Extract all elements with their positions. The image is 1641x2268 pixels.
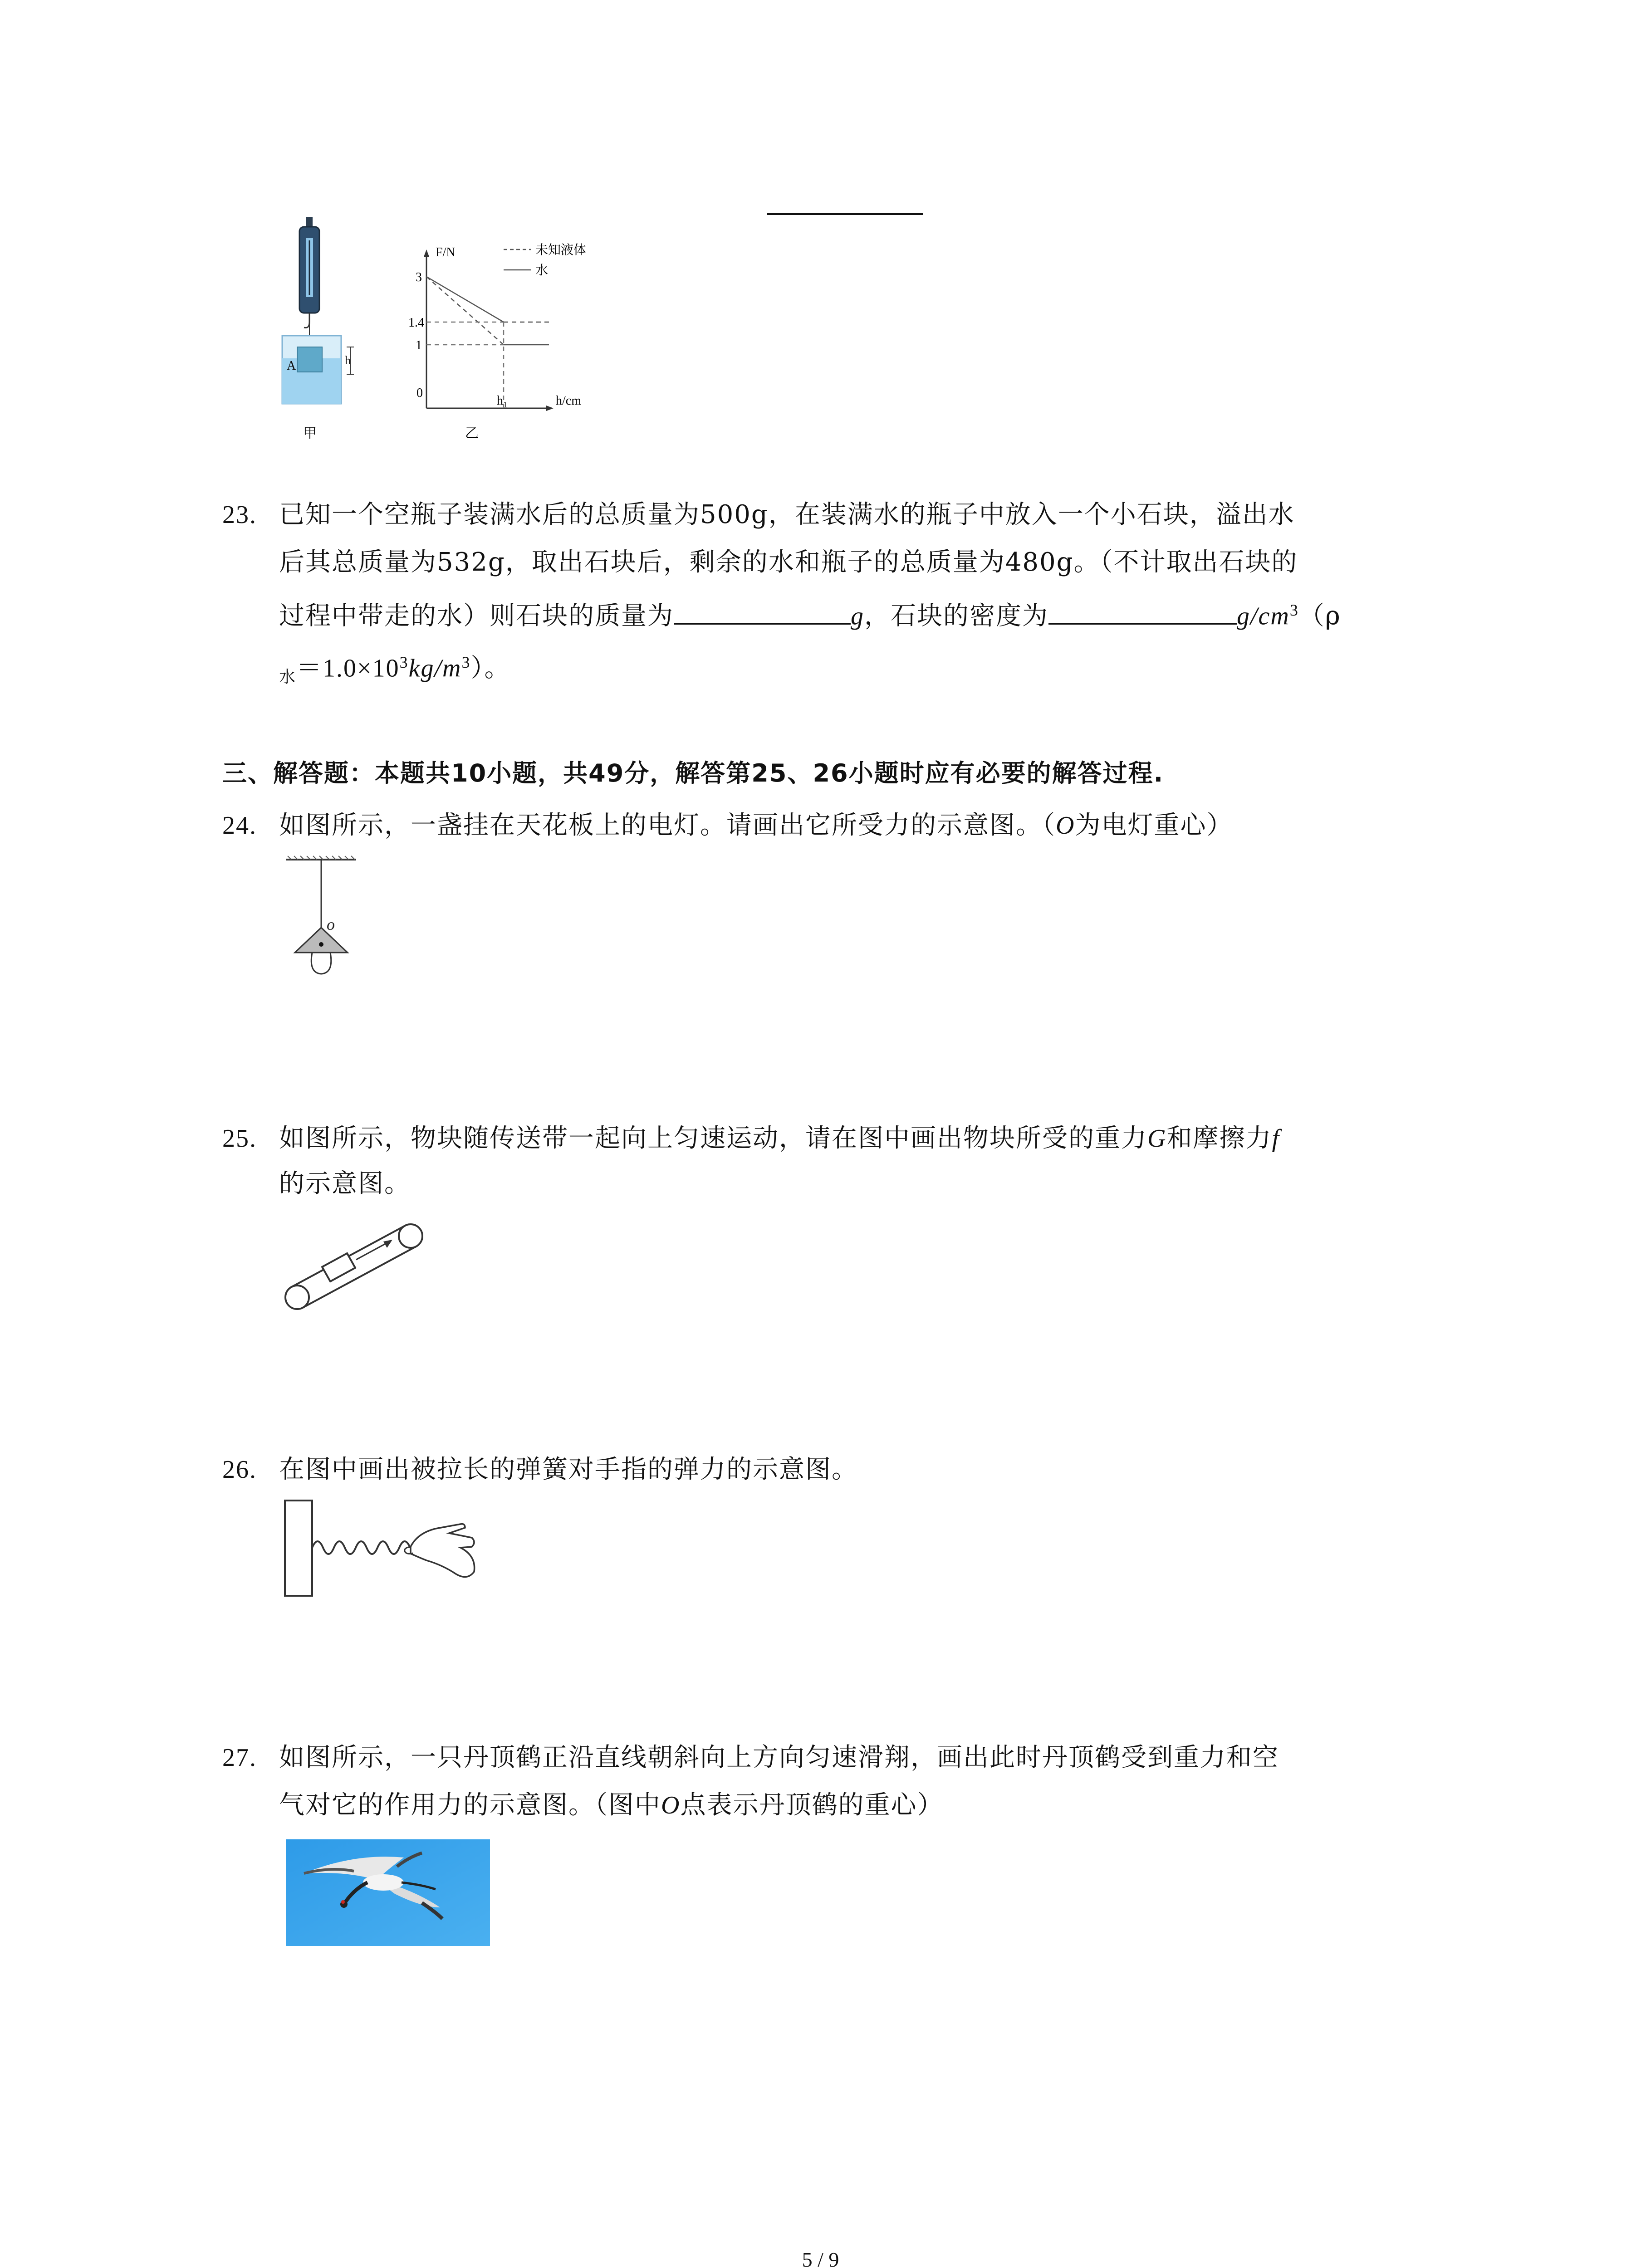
q23-number: 23. bbox=[222, 501, 257, 529]
y-tick-1-4: 1.4 bbox=[408, 316, 424, 330]
q27-crane-photo bbox=[286, 1839, 490, 1946]
q23-line3: 过程中带走的水）则石块的质量为 g，石块的密度为 $g/cm^3(\rho$ bbox=[279, 592, 1341, 635]
q23-line1: 已知一个空瓶子装满水后的总质量为500g，在装满水的瓶子中放入一个小石块，溢出水 bbox=[279, 500, 1295, 529]
q26-text: 在图中画出被拉长的弹簧对手指的弹力的示意图。 bbox=[279, 1455, 858, 1484]
q23-blank-density[interactable] bbox=[1048, 597, 1237, 625]
x-axis-label: h/cm bbox=[556, 394, 581, 408]
svg-text:o: o bbox=[327, 915, 335, 934]
spring-scale-beaker-diagram bbox=[272, 213, 367, 449]
q27-number: 27. bbox=[222, 1744, 257, 1772]
figure-jia bbox=[272, 213, 367, 449]
origin-label: 0 bbox=[416, 386, 423, 400]
label-a: A bbox=[287, 359, 296, 373]
q23-line2: 后其总质量为532g，取出石块后，剩余的水和瓶子的总质量为480g。（不计取出石块的 bbox=[279, 547, 1298, 577]
label-h: h bbox=[345, 354, 351, 367]
q25-line2: 的示意图。 bbox=[279, 1169, 411, 1198]
force-depth-graph bbox=[399, 236, 617, 449]
q25-line1: 如图所示，物块随传送带一起向上匀速运动，请在图中画出物块所受的重力G和摩擦力f bbox=[279, 1124, 1280, 1153]
previous-answer-blank bbox=[767, 213, 923, 215]
page-number: 5 / 9 bbox=[802, 2248, 839, 2268]
q26-number: 26. bbox=[222, 1456, 257, 1484]
q25-number: 25. bbox=[222, 1124, 257, 1153]
x-tick-h1: $h_1$ bbox=[497, 394, 507, 409]
y-tick-3: 3 bbox=[416, 270, 422, 284]
q27-line2: 气对它的作用力的示意图。（图中O点表示丹顶鹤的重心） bbox=[279, 1790, 944, 1820]
q27-line1: 如图所示，一只丹顶鹤正沿直线朝斜向上方向匀速滑翔，画出此时丹顶鹤受到重力和空 bbox=[279, 1743, 1279, 1772]
hanging-lamp-diagram bbox=[281, 855, 363, 982]
figure-yi bbox=[399, 236, 617, 449]
q26-spring-figure bbox=[281, 1497, 481, 1601]
conveyor-belt-diagram bbox=[279, 1209, 429, 1318]
section-3-heading: 三、解答题：本题共10小题，共49分，解答第25、26小题时应有必要的解答过程. bbox=[222, 759, 1164, 787]
q25-conveyor-figure bbox=[279, 1209, 429, 1318]
q24-text: 如图所示，一盏挂在天花板上的电灯。请画出它所受力的示意图。（O为电灯重心） bbox=[279, 811, 1233, 840]
caption-jia: 甲 bbox=[303, 425, 317, 441]
flying-crane-image bbox=[286, 1839, 490, 1946]
spring-hand-diagram bbox=[281, 1497, 481, 1601]
caption-yi: 乙 bbox=[465, 425, 479, 441]
y-tick-1: 1 bbox=[416, 338, 422, 352]
q24-number: 24. bbox=[222, 811, 257, 840]
q24-lamp-figure bbox=[281, 855, 363, 982]
q23-blank-mass[interactable] bbox=[674, 597, 851, 625]
q23-line4: $_水=1.0\times 10^3kg/m^3$）。 bbox=[279, 653, 511, 686]
legend-solid: 水 bbox=[535, 263, 549, 278]
legend-dashed: 未知液体 bbox=[535, 242, 587, 257]
y-axis-label: F/N bbox=[436, 245, 456, 259]
